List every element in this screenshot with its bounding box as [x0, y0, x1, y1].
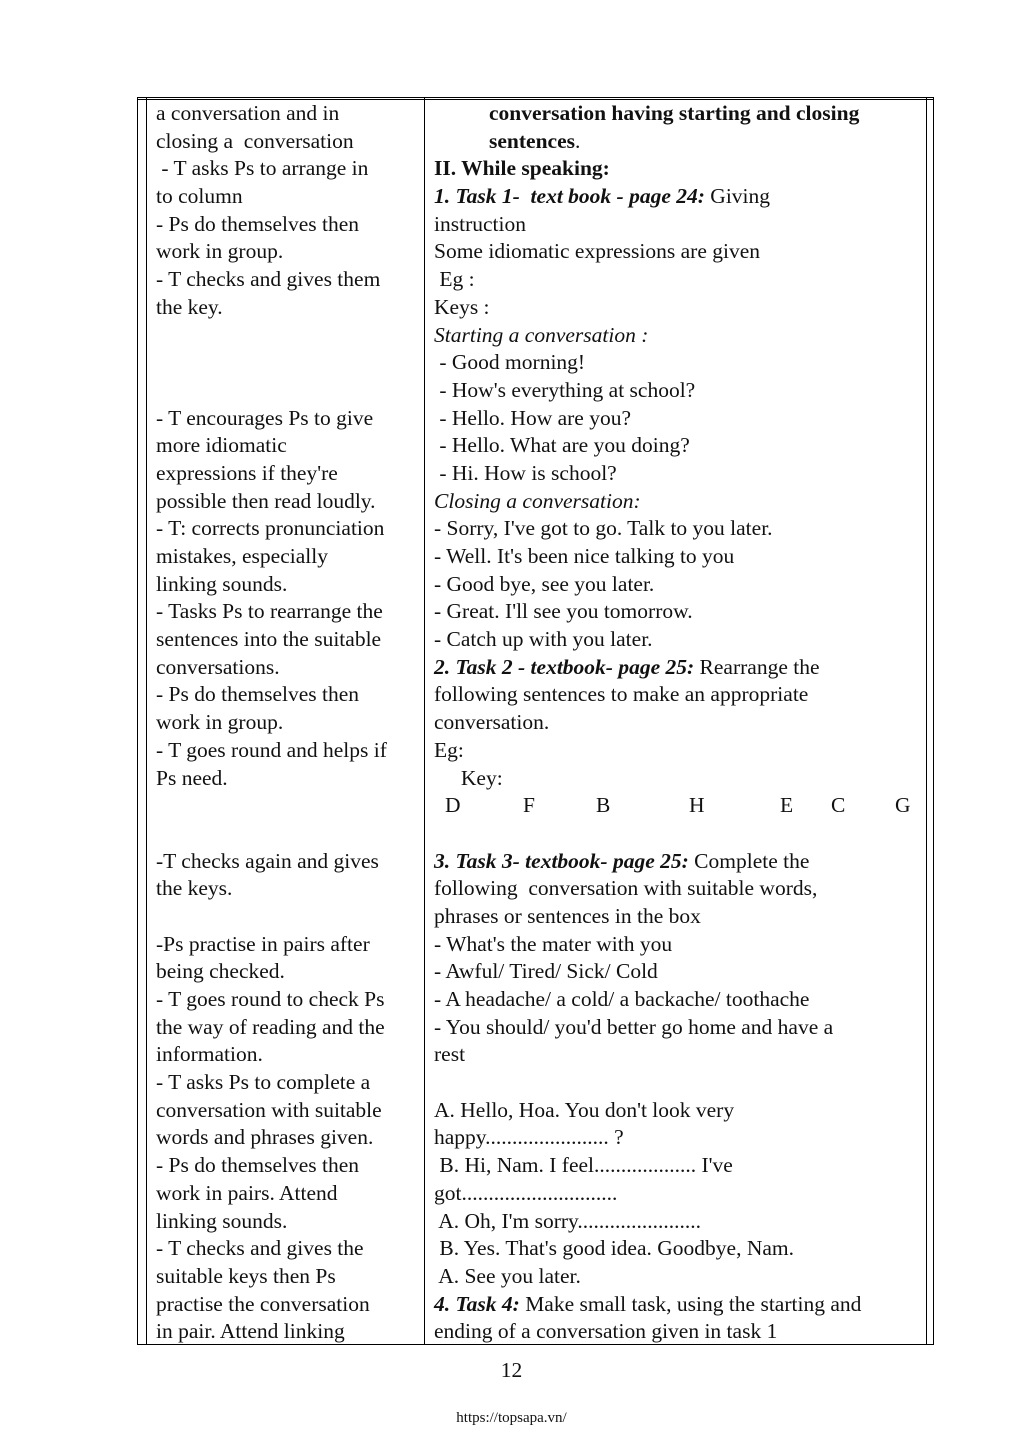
- task3-line-2: following conversation with suitable words,: [434, 876, 818, 901]
- starting-item: - Hello. What are you doing?: [434, 433, 690, 458]
- starting-heading: Starting a conversation :: [434, 322, 649, 347]
- task2-heading: [434, 654, 922, 682]
- task4-title: 4. Task 4:: [434, 1291, 520, 1316]
- task3-item: rest: [434, 1042, 466, 1067]
- key-letter: H: [689, 793, 705, 818]
- teacher-activity-line: suitable keys then Ps: [156, 1263, 336, 1288]
- task1-rest: Giving: [704, 184, 771, 209]
- teacher-activity-line: the key.: [156, 294, 223, 319]
- dialogue-line: A. See you later.: [434, 1263, 581, 1288]
- key-letter: D: [445, 793, 461, 818]
- teacher-activity-line: possible then read loudly.: [156, 488, 376, 513]
- dialogue-line: happy....................... ?: [434, 1125, 624, 1150]
- teacher-activity-line: - Tasks Ps to rearrange the: [156, 599, 383, 624]
- eg-label-2: Eg:: [434, 737, 464, 762]
- eg-label-1: Eg :: [434, 267, 475, 292]
- teacher-activity-line: -Ps practise in pairs after: [156, 931, 370, 956]
- task4-line-2: ending of a conversation given in task 1: [434, 1319, 778, 1344]
- teacher-activity-line: a conversation and in: [156, 101, 340, 125]
- closing-item: - Sorry, I've got to go. Talk to you later.: [434, 516, 773, 541]
- teacher-activity-line: - T encourages Ps to give: [156, 405, 374, 430]
- task2-line-3: conversation.: [434, 710, 550, 735]
- teacher-activity-line: work in group.: [156, 239, 284, 264]
- task2-line-2: following sentences to make an appropriate: [434, 682, 809, 707]
- intro-word: sentences: [489, 128, 575, 153]
- closing-heading: Closing a conversation:: [434, 488, 641, 513]
- intro-line-1: conversation having starting and closing: [489, 101, 860, 125]
- spacer: [156, 377, 420, 405]
- key-letter: B: [596, 793, 611, 818]
- key-letter: F: [523, 793, 535, 818]
- task1-line-2: instruction: [434, 211, 526, 236]
- teacher-activities-column: [156, 100, 420, 1346]
- teacher-activity-line: words and phrases given.: [156, 1125, 374, 1150]
- intro-dot: .: [574, 128, 581, 153]
- task3-item: - A headache/ a cold/ a backache/ toothache: [434, 987, 810, 1011]
- teacher-activity-line: work in pairs. Attend: [156, 1180, 338, 1205]
- teacher-activity-line: - T: corrects pronunciation: [156, 516, 385, 541]
- dialogue-line: B. Hi, Nam. I feel................... I've: [434, 1153, 733, 1178]
- footer-url: https://topsapa.vn/: [456, 1410, 567, 1426]
- teacher-activity-line: to column: [156, 184, 243, 209]
- table-right-rule: [926, 97, 927, 1345]
- teacher-activity-line: - Ps do themselves then: [156, 682, 360, 707]
- key-label-2: Key:: [434, 765, 503, 790]
- task2-rest: Rearrange the: [694, 654, 820, 679]
- starting-item: - Hi. How is school?: [434, 460, 617, 485]
- teacher-activity-line: - T goes round to check Ps: [156, 987, 385, 1011]
- teacher-activity-line: practise the conversation: [156, 1291, 370, 1316]
- teacher-activity-line: - T asks Ps to arrange in: [156, 156, 369, 181]
- teacher-activity-line: the way of reading and the: [156, 1014, 385, 1039]
- task1-title: 1. Task 1- text book - page 24:: [434, 184, 705, 209]
- teacher-activity-line: - T asks Ps to complete a: [156, 1070, 371, 1095]
- key-letter: E: [780, 793, 794, 818]
- teacher-activity-line: information.: [156, 1042, 263, 1067]
- dialogue-line: B. Yes. That's good idea. Goodbye, Nam.: [434, 1236, 794, 1261]
- task2-title: 2. Task 2 - textbook- page 25:: [434, 654, 695, 679]
- task3-rest: Complete the: [688, 848, 810, 873]
- dialogue-line: A. Oh, I'm sorry.......................: [434, 1208, 702, 1233]
- task3-item: - What's the mater with you: [434, 931, 673, 956]
- teacher-activity-line: -T checks again and gives: [156, 848, 379, 873]
- spacer: [434, 820, 922, 848]
- teacher-activity-line: conversation with suitable: [156, 1097, 382, 1122]
- content-column: [434, 100, 922, 1346]
- column-divider: [424, 97, 425, 1345]
- while-speaking-heading: II. While speaking:: [434, 156, 610, 181]
- closing-item: - Great. I'll see you tomorrow.: [434, 599, 693, 624]
- keys-label-1: Keys :: [434, 294, 490, 319]
- teacher-activity-line: linking sounds.: [156, 571, 288, 596]
- teacher-activity-line: being checked.: [156, 959, 285, 984]
- starting-item: - How's everything at school?: [434, 377, 696, 402]
- teacher-activity-line: - T checks and gives them: [156, 267, 381, 292]
- task1-heading: [434, 183, 922, 211]
- teacher-activity-line: - Ps do themselves then: [156, 1153, 360, 1178]
- spacer: [156, 792, 420, 820]
- teacher-activity-line: - T checks and gives the: [156, 1236, 364, 1261]
- teacher-activity-line: Ps need.: [156, 765, 228, 790]
- key-letter: G: [895, 793, 911, 818]
- teacher-activity-line: expressions if they're: [156, 460, 338, 485]
- task3-item: - Awful/ Tired/ Sick/ Cold: [434, 959, 658, 984]
- closing-item: - Well. It's been nice talking to you: [434, 544, 735, 568]
- teacher-activity-line: linking sounds.: [156, 1208, 288, 1233]
- spacer: [156, 349, 420, 377]
- teacher-activity-line: sentences into the suitable: [156, 627, 382, 652]
- task3-line-3: phrases or sentences in the box: [434, 903, 701, 928]
- starting-item: - Hello. How are you?: [434, 405, 632, 430]
- intro-line-2: [434, 128, 922, 156]
- page-number: 12: [500, 1358, 523, 1382]
- spacer: [434, 1069, 922, 1097]
- teacher-activity-line: work in group.: [156, 710, 284, 735]
- task1-line-3: Some idiomatic expressions are given: [434, 239, 761, 264]
- teacher-activity-line: - Ps do themselves then: [156, 211, 360, 236]
- table-left-rule: [146, 97, 147, 1345]
- closing-item: - Catch up with you later.: [434, 627, 653, 652]
- teacher-activity-line: mistakes, especially: [156, 544, 328, 568]
- key-letter: C: [831, 793, 846, 818]
- task3-item: - You should/ you'd better go home and have a: [434, 1014, 834, 1039]
- teacher-activity-line: in pair. Attend linking: [156, 1319, 345, 1344]
- key-letters-row: [434, 792, 922, 820]
- spacer: [156, 903, 420, 931]
- teacher-activity-line: - T goes round and helps if: [156, 737, 387, 762]
- teacher-activity-line: more idiomatic: [156, 433, 287, 458]
- dialogue-line: A. Hello, Hoa. You don't look very: [434, 1097, 735, 1122]
- teacher-activity-line: conversations.: [156, 654, 280, 679]
- task3-title: 3. Task 3- textbook- page 25:: [434, 848, 689, 873]
- spacer: [156, 820, 420, 848]
- teacher-activity-line: closing a conversation: [156, 128, 354, 153]
- task4-rest: Make small task, using the starting and: [519, 1291, 862, 1316]
- closing-item: - Good bye, see you later.: [434, 571, 655, 596]
- task3-heading: [434, 848, 922, 876]
- spacer: [156, 322, 420, 350]
- task4-heading: [434, 1291, 922, 1319]
- teacher-activity-line: the keys.: [156, 876, 233, 901]
- starting-item: - Good morning!: [434, 350, 586, 375]
- dialogue-line: got.............................: [434, 1180, 618, 1205]
